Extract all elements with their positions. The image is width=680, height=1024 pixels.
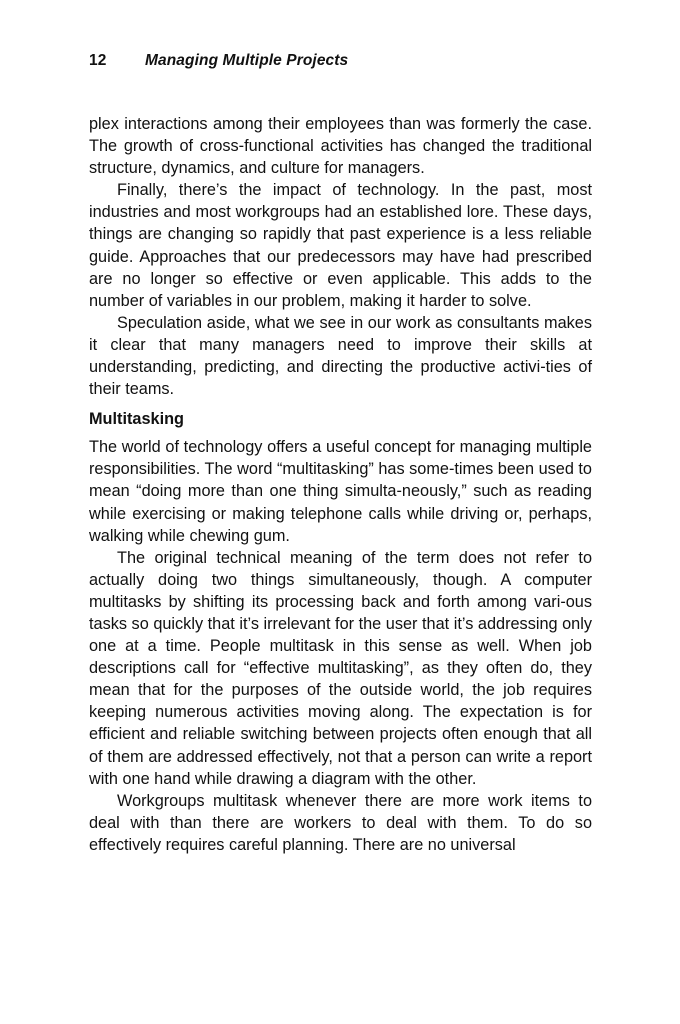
book-title: Managing Multiple Projects [145, 52, 349, 69]
paragraph-multitasking-concept: The world of technology offers a useful concept for managing multiple responsibilities. The word “multitasking” has some-times been used to mean “doing more than one thing simulta-neously,” such as reading while exercising or making telephone calls while driving or, perhaps, walking while chewing gum. [89, 438, 592, 545]
paragraph-speculation: Speculation aside, what we see in our work as consultants makes it clear that many managers need to improve their skills at understanding, predicting, and directing the productive activi-ties of their teams. [89, 313, 592, 399]
page-number: 12 [89, 52, 107, 69]
running-head [89, 52, 592, 76]
paragraph-workgroups: Workgroups multitask whenever there are more work items to deal with than there are workers to deal with them. To do so effectively requires careful planning. There are no universal [89, 791, 592, 854]
paragraph-technical-meaning: The original technical meaning of the term does not refer to actually doing two things simultaneously, though. A computer multitasks by shifting its processing back and forth among vari-ous tasks so quickly that it’s irrelevant for the user that it’s addressing only one at a time. People multitask in this sense as well. When job descriptions call for “effective multitasking”, as they often do, they mean that for the purposes of the outside world, the job requires keeping numerous activities moving along. The expectation is for efficient and reliable switching between projects often enough that all of them are addressed effectively, not that a person can write a report with one hand while drawing a diagram with the other. [89, 548, 592, 788]
body-text [89, 113, 592, 856]
section-heading-multitasking: Multitasking [89, 410, 184, 429]
paragraph-technology-impact: Finally, there’s the impact of technology. In the past, most industries and most workgroups had an established lore. These days, things are changing so rapidly that past experience is a less reliable guide. Approaches that our predecessors may have had prescribed are no longer so effective or even applicable. This adds to the number of variables in our problem, making it harder to solve. [89, 181, 592, 310]
paragraph-continued: plex interactions among their employees than was formerly the case. The growth of cross-functional activities has changed the traditional structure, dynamics, and culture for managers. [89, 115, 592, 178]
book-page [89, 52, 592, 856]
